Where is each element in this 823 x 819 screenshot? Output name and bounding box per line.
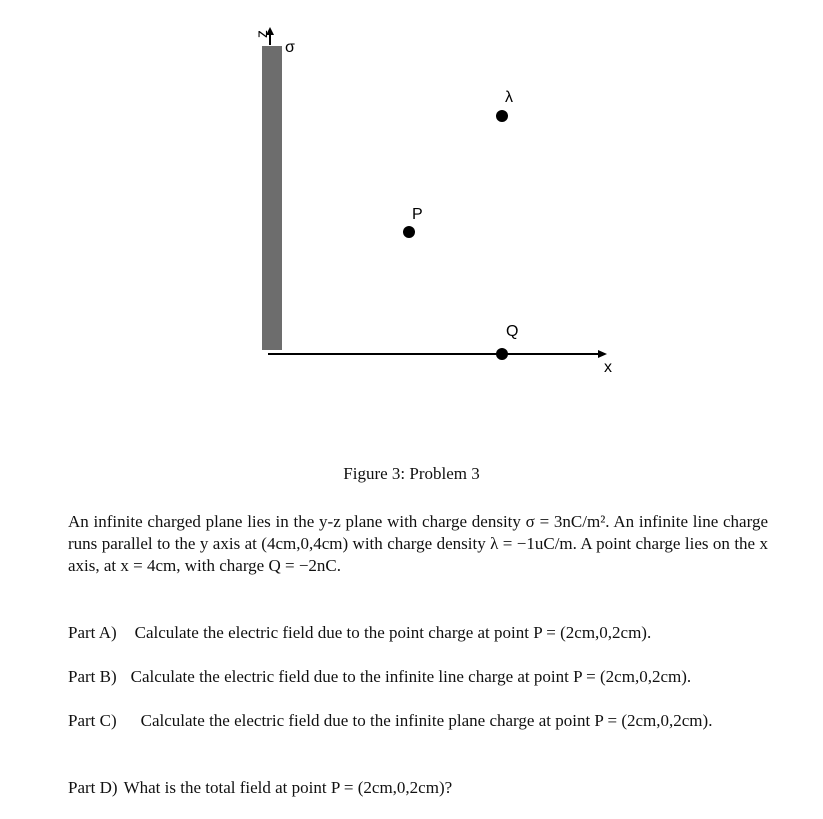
point-p	[403, 226, 415, 238]
x-axis-arrowhead	[598, 350, 607, 358]
point-q-label: Q	[506, 323, 519, 340]
part-d	[68, 777, 780, 799]
part-d-text: What is the total field at point P = (2cm,0,2cm)?	[123, 778, 453, 797]
part-b-text: Calculate the electric field due to the infinite line charge at point P = (2cm,0,2cm).	[130, 667, 692, 686]
part-c-label: Part C)	[68, 711, 117, 730]
figure-caption: Figure 3: Problem 3	[343, 464, 480, 483]
point-q	[496, 348, 508, 360]
part-a-text: Calculate the electric field due to the point charge at point P = (2cm,0,2cm).	[134, 623, 652, 642]
part-b	[68, 666, 780, 688]
lambda-label: λ	[505, 89, 513, 106]
part-a	[68, 622, 780, 644]
point-p-label: P	[412, 206, 423, 223]
problem-intro: An infinite charged plane lies in the y-z plane with charge density σ = 3nC/m². An infinite line charge runs parallel to the y axis at (4cm,0,4cm) with charge density λ = −1uC/m. A point charge lies on the x axis, at x = 4cm, with charge Q = −2nC.	[68, 512, 768, 575]
part-a-label: Part A)	[68, 623, 117, 642]
part-b-label: Part B)	[68, 667, 117, 686]
charged-plane	[262, 46, 282, 350]
part-c	[68, 710, 780, 732]
sigma-label: σ	[285, 39, 295, 56]
z-axis-label: z	[254, 30, 271, 38]
x-axis-label: x	[604, 359, 612, 376]
part-c-text: Calculate the electric field due to the infinite plane charge at point P = (2cm,0,2cm).	[140, 711, 713, 730]
line-charge-point	[496, 110, 508, 122]
part-d-label: Part D)	[68, 778, 118, 797]
